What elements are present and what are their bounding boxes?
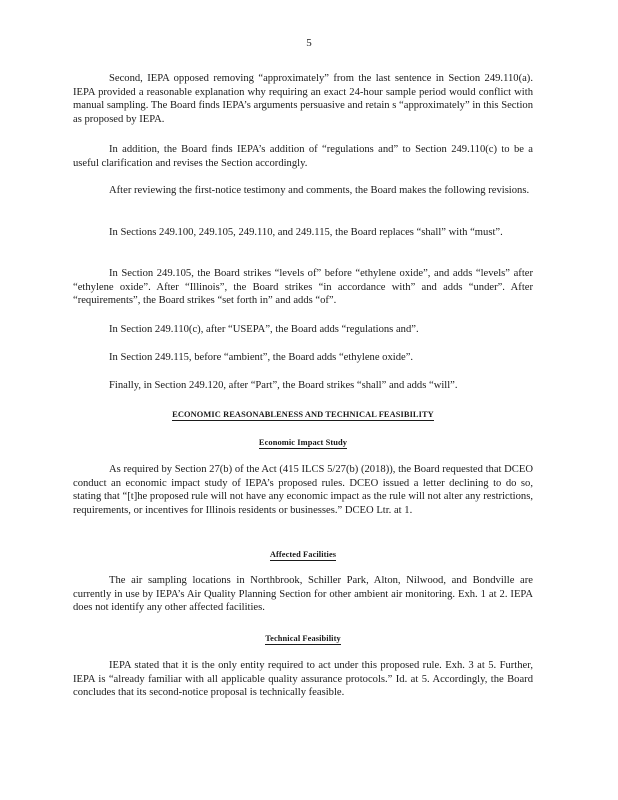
heading-affected-facilities: Affected Facilities [269, 550, 337, 559]
subsection-heading [73, 436, 533, 450]
heading-economic-technical: ECONOMIC REASONABLENESS AND TECHNICAL FEASIBILITY [172, 410, 434, 419]
subsection-heading [73, 548, 533, 562]
paragraph-revisions-intro: After reviewing the first-notice testimony and comments, the Board makes the following revisions. [109, 185, 530, 196]
body-paragraph [73, 323, 533, 337]
body-paragraph [73, 659, 533, 700]
body-paragraph [73, 351, 533, 365]
paragraph-dceo-study: As required by Section 27(b) of the Act (415 ILCS 5/27(b) (2018)), the Board requested that DCEO conduct an economic impact study of IEPA’s proposed rules. DCEO issued a letter declining to do so, stating that “[t]he proposed rule will not have any economic impact as the rule will not alter any restrictions, requirements, or incentives for Illinois residents or businesses.” DCEO Ltr. at 1. [73, 464, 533, 516]
body-paragraph [73, 184, 533, 198]
heading-technical-feasibility: Technical Feasibility [265, 634, 341, 643]
paragraph-shall-must: In Sections 249.100, 249.105, 249.110, and 249.115, the Board replaces “shall” with “must”. [109, 227, 503, 238]
heading-economic-impact: Economic Impact Study [258, 438, 348, 447]
body-paragraph [73, 72, 533, 126]
body-paragraph [73, 463, 533, 517]
paragraph-approximately: Second, IEPA opposed removing “approximately” from the last sentence in Section 249.110(a). IEPA provided a reasonable explanation why requiring an exact 24-hour sample period would conflict with manual sampling. The Board finds IEPA’s arguments persuasive and retain s “approximately” in this Section as proposed by IEPA. [73, 73, 533, 125]
paragraph-sampling-locations: The air sampling locations in Northbrook, Schiller Park, Alton, Nilwood, and Bondville are currently in use by IEPA’s Air Quality Planning Section for other ambient air monitoring. Exh. 1 at 2. IEPA does not identify any other affected facilities. [73, 575, 533, 614]
section-heading [73, 408, 533, 422]
body-paragraph [73, 143, 533, 170]
body-paragraph [73, 379, 533, 393]
paragraph-section-249-115: In Section 249.115, before “ambient”, the Board adds “ethylene oxide”. [109, 352, 414, 363]
subsection-heading [73, 632, 533, 646]
paragraph-section-249-120: Finally, in Section 249.120, after “Part”, the Board strikes “shall” and adds “will”. [109, 380, 458, 391]
paragraph-regulations-addition: In addition, the Board finds IEPA’s addition of “regulations and” to Section 249.110(c) to be a useful clarification and revises the Section accordingly. [73, 144, 533, 169]
body-paragraph [73, 267, 533, 308]
body-paragraph [73, 226, 533, 240]
paragraph-technical-feasibility: IEPA stated that it is the only entity required to act under this proposed rule. Exh. 3 at 5. Further, IEPA is “already familiar with all applicable quality assurance protocols.” Id. at 5. Accordingly, the Board concludes that its second-notice proposal is technically feasible. [73, 660, 533, 699]
body-paragraph [73, 574, 533, 615]
paragraph-section-249-110c: In Section 249.110(c), after “USEPA”, the Board adds “regulations and”. [109, 324, 419, 335]
paragraph-section-249-105: In Section 249.105, the Board strikes “levels of” before “ethylene oxide”, and adds “levels” after “ethylene oxide”. After “Illinois”, the Board strikes “in accordance with” and adds “under”. After “requirements”, the Board strikes “set forth in” and adds “of”. [73, 268, 533, 307]
page-number: 5 [306, 37, 312, 49]
